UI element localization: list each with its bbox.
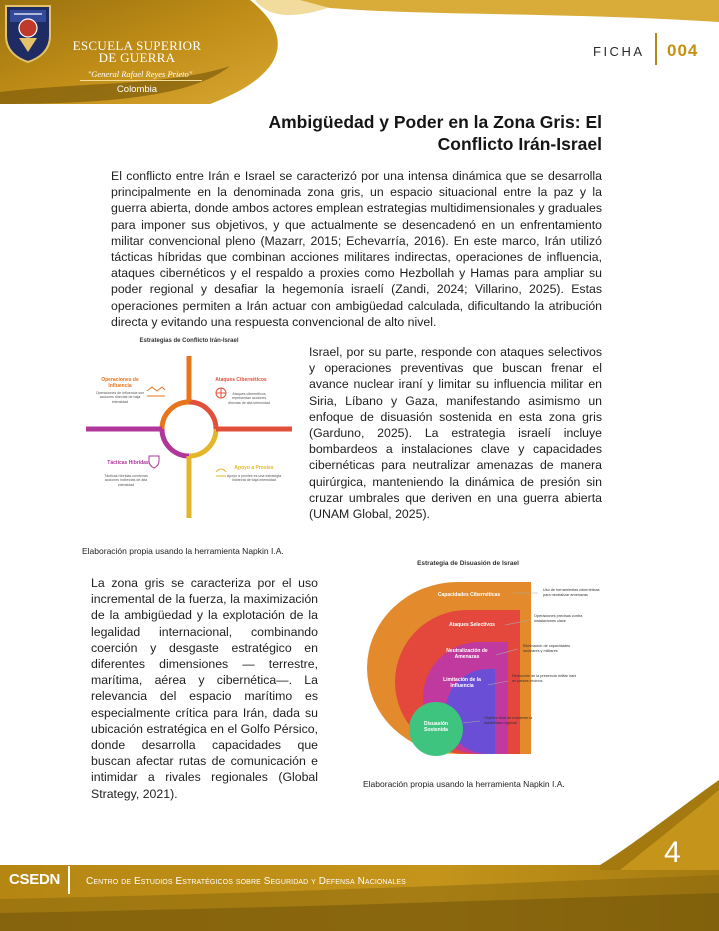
school-name-line1: ESCUELA SUPERIOR	[72, 38, 202, 53]
quadrant-label-hybrid: Tácticas Híbridas	[107, 460, 149, 466]
school-motto: "General Rafael Reyes Prieto"	[87, 69, 193, 79]
layer-desc-neutralization: Eliminación de capacidades nucleares y militares	[523, 644, 571, 653]
org-full-name: Centro de Estudios Estratégicos sobre Seguridad y Defensa Nacionales	[86, 876, 406, 887]
paragraph-israel: Israel, por su parte, responde con ataques selectivos y operaciones preventivas que buscan frenar el avance nuclear iraní y limitar su influencia militar en Siria, Líbano y Gaza, manifestando asimismo un enfoque de disuasión sostenida en esta zona gris (Garduno, 2025). La estrategia israelí incluye bombardeos a instalaciones clave y capacidades cibernéticas para neutralizar amenazas de manera quirúrgica, manteniendo la dinámica de presión sin cruzar umbrales que deriven en una guerra abierta (UNAM Global, 2025).	[309, 345, 602, 522]
handshake-icon	[147, 387, 165, 396]
quadrant-label-proxies: Apoyo a Proxies	[234, 465, 274, 471]
footer-separator	[68, 866, 70, 894]
org-short-name: CSEDN	[9, 871, 61, 888]
quadrant-desc-influence: Operaciones de influencia son acciones directas de baja intensidad	[95, 391, 145, 404]
layer-label-selective-attacks: Ataques Selectivos	[449, 622, 495, 628]
page-number: 4	[664, 836, 681, 869]
ficha-number: 004	[667, 41, 699, 60]
crest-logo	[0, 0, 56, 64]
figure2-caption: Elaboración propia usando la herramienta Napkin I.A.	[363, 779, 565, 789]
quadrant-label-cyber: Ataques Cibernéticos	[215, 377, 267, 383]
hands-icon	[216, 469, 226, 476]
school-name-line2: DE GUERRA	[98, 50, 176, 65]
figure1-caption: Elaboración propia usando la herramienta Napkin I.A.	[82, 546, 284, 556]
footer-background	[0, 865, 719, 931]
arc-hybrid	[162, 429, 189, 456]
figure1-title: Estrategias de Conflicto Irán-Israel	[139, 338, 239, 344]
figure2-title: Estrategia de Disuasión de Israel	[417, 560, 519, 567]
layer-desc-selective-attacks: Operaciones precisas contra instalaciones clave	[534, 614, 583, 623]
arc-proxies	[189, 429, 216, 456]
figure-conflict-strategies	[86, 334, 292, 520]
paragraph-intro: El conflicto entre Irán e Israel se caracterizó por una intensa dinámica que se desarrolla principalmente en la denominada zona gris, un espacio situacional entre la paz y la guerra abierta, donde ambos actores emplean estrategias multidimensionales y graduales para imponer sus objetivos, y que actualmente se desencadenó en un enfrentamiento militar convencional pleno (Mazarr, 2015; Echevarría, 2016). En este marco, Irán utilizó tácticas híbridas que combinan acciones militares indirectas, operaciones de influencia, ataques cibernéticos y el respaldo a proxies como Hezbollah y Hamas para ampliar su poder regional y desafiar la hegemonía israelí (Zandi, 2024; Villarino, 2025). Estas operaciones permiten a Irán actuar con ambigüedad calculada, dificultando la atribución directa y evitando una respuesta convencional de alto nivel.	[111, 169, 602, 329]
quadrant-desc-proxies: Apoyo a proxies es una estrategia indirecta de baja intensidad	[226, 474, 282, 483]
layer-desc-sustained-deterrence: Objetivo final de mantener la estabilidad regional	[484, 716, 533, 725]
layer-label-influence-limitation: Limitación de la Influencia	[443, 677, 481, 689]
school-name	[72, 40, 202, 64]
article-title-line2: Conflicto Irán-Israel	[437, 134, 602, 154]
layer-desc-cyber: Uso de herramientas cibernéticas para neutralizar amenazas	[543, 588, 600, 597]
ficha-label: FICHA	[593, 44, 645, 59]
globe-icon	[216, 388, 226, 398]
arc-influence	[162, 402, 189, 429]
layer-desc-influence-limitation: Reducción de la presencia militar iraní en países vecinos	[512, 674, 577, 683]
layer-label-neutralization: Neutralización de Amenazas	[446, 648, 488, 660]
figure1-graphic	[86, 334, 292, 520]
layer-label-sustained-deterrence: Disuasión Sostenida	[424, 721, 448, 733]
page-header	[0, 0, 719, 104]
header-divider	[80, 80, 202, 81]
article-title	[222, 111, 602, 155]
footer-corner-accent	[600, 780, 719, 870]
quadrant-label-influence: Operaciones de Influencia	[101, 377, 139, 389]
ficha-separator	[655, 33, 657, 65]
page-footer	[0, 865, 719, 931]
arc-cyber	[189, 402, 216, 429]
quadrant-desc-cyber: Ataques cibernéticos representan acciones directas de alta intensidad	[228, 392, 270, 405]
article-title-line1: Ambigüedad y Poder en la Zona Gris: El	[268, 112, 602, 132]
figure-deterrence-strategy	[338, 557, 618, 765]
paragraph-gray-zone: La zona gris se caracteriza por el uso incremental de la fuerza, la maximización de la ambigüedad y la explotación de la legalidad internacional, combinando coerción y desgaste estratégico en diferentes dimensiones — terrestre, marítima, aérea y cibernética—. La relevancia del espacio marítimo es especialmente crítica para Irán, dada su ubicación estratégica en el Golfo Pérsico, donde desarrolla capacidades que buscan afectar rutas de comunicación e intimidar a rivales regionales (Global Strategy, 2021).	[91, 576, 318, 801]
layer-label-cyber: Capacidades Cibernéticas	[437, 592, 501, 598]
school-country: Colombia	[116, 84, 158, 95]
quadrant-desc-hybrid: Tácticas híbridas combinan acciones indirectas de alta intensidad	[104, 474, 148, 487]
